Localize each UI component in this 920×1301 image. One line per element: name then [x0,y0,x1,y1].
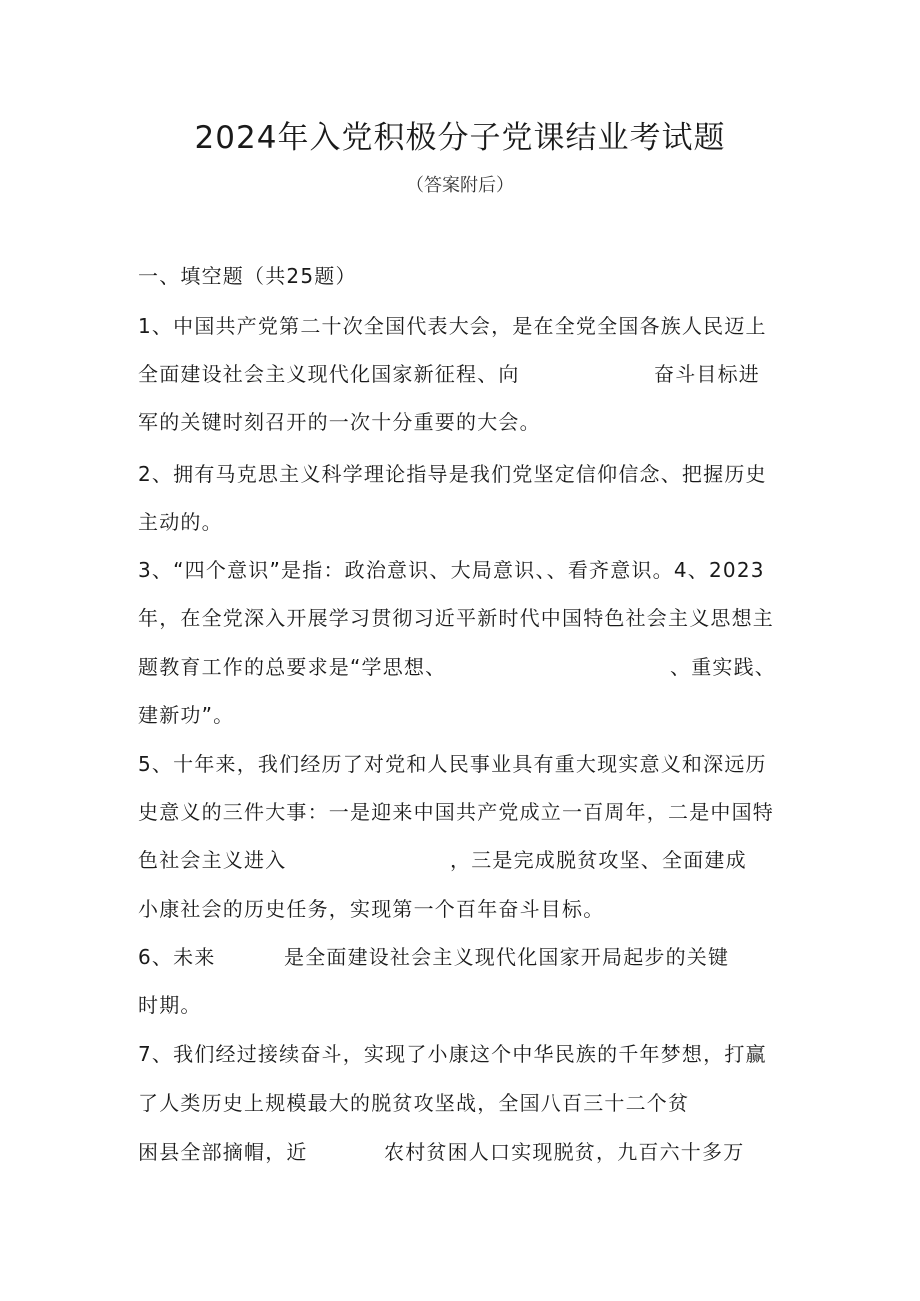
question-5-line-3-before-blank: 色社会主义进入 [138,848,287,872]
question-1-line-2-before-blank: 全面建设社会主义现代化国家新征程、向 [138,362,520,386]
section-heading: 一、填空题（共25题） [138,264,357,288]
question-1-line-2 [138,360,778,388]
question-2-line-1: 2、拥有马克思主义科学理论指导是我们党坚定信仰信念、把握历史 [138,462,767,486]
question-6-line-1-before-blank: 6、未来 [138,945,216,969]
question-7-line-1: 7、我们经过接续奋斗，实现了小康这个中华民族的千年梦想，打赢 [138,1042,767,1066]
question-2-line-2: 主动的。 [138,510,223,534]
question-1-line-1: 1、中国共产党第二十次全国代表大会，是在全党全国各族人民迈上 [138,314,767,338]
question-6-line-1-after-blank: 是全面建设社会主义现代化国家开局起步的关键 [284,945,730,969]
page-title: 2024年入党积极分子党课结业考试题 [194,120,726,156]
page-subtitle: （答案附后） [406,175,514,196]
question-5-line-2: 史意义的三件大事：一是迎来中国共产党成立一百周年，二是中国特 [138,800,774,824]
question-5-line-1: 5、十年来，我们经历了对党和人民事业具有重大现实意义和深远历 [138,752,767,776]
question-4-line-3 [138,653,778,681]
question-1-line-3: 军的关键时刻召开的一次十分重要的大会。 [138,410,541,434]
question-7-line-3 [138,1138,778,1166]
question-4-line-2: 年，在全党深入开展学习贯彻习近平新时代中国特色社会主义思想主 [138,606,774,630]
question-4-line-3-before-blank: 题教育工作的总要求是“学思想、 [138,655,447,679]
question-7-line-2: 了人类历史上规模最大的脱贫攻坚战，全国八百三十二个贫 [138,1091,690,1115]
question-7-line-3-after-blank: 农村贫困人口实现脱贫，九百六十多万 [384,1140,745,1164]
question-5-line-4: 小康社会的历史任务，实现第一个百年奋斗目标。 [138,897,605,921]
question-5-line-3-after-blank: ，三是完成脱贫攻坚、全面建成 [450,848,747,872]
question-6-line-1 [138,943,778,971]
question-3-4-line-1: 3、“四个意识”是指：政治意识、大局意识、、看齐意识。4、2023 [138,558,765,582]
question-7-line-3-before-blank: 困县全部摘帽，近 [138,1140,308,1164]
question-6-line-2: 时期。 [138,993,202,1017]
question-5-line-3 [138,846,778,874]
question-4-line-4: 建新功”。 [138,703,235,727]
question-4-line-3-after-blank: 、重实践、 [670,655,776,679]
question-1-line-2-after-blank: 奋斗目标进 [654,362,760,386]
